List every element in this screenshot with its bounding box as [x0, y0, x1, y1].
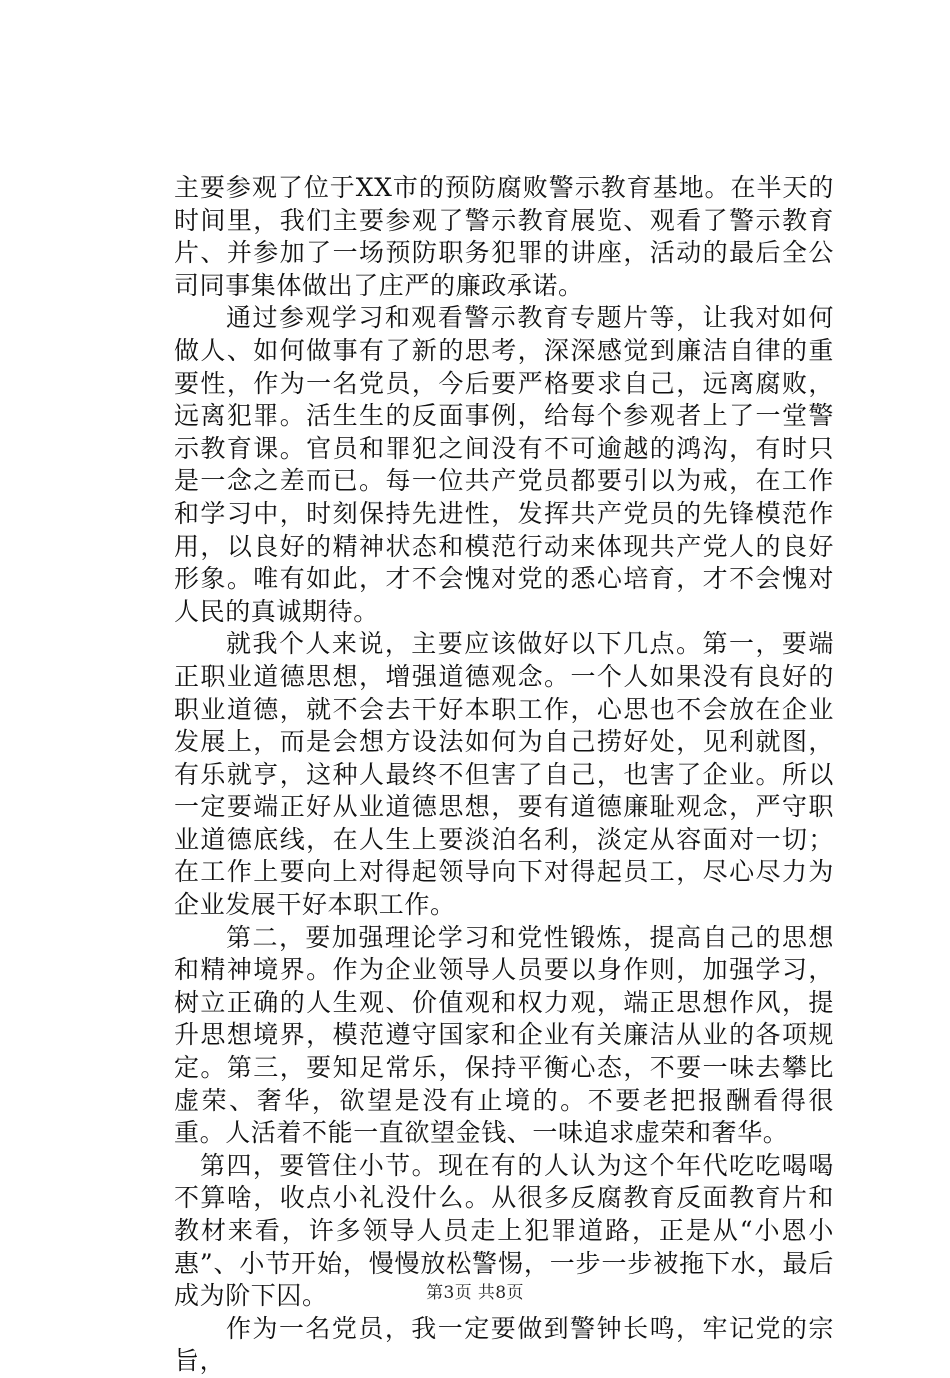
paragraph-2: 通过参观学习和观看警示教育专题片等，让我对如何做人、如何做事有了新的思考，深深感觉到廉洁自律的重要性，作为一名党员，今后要严格要求自己，远离腐败，远离犯罪。活生生的反面事例，给每个参观者上了一堂警示教育课。官员和罪犯之间没有不可逾越的鸿沟，有时只是一念之差而已。每一位共产党员都要引以为戒，在工作和学习中，时刻保持先进性，发挥共产党员的先锋模范作用，以良好的精神状态和模范行动来体现共产党人的良好形象。唯有如此，才不会愧对党的悉心培育，才不会愧对人民的真诚期待。 [174, 303, 834, 626]
paragraph-4: 第二，要加强理论学习和党性锻炼，提高自己的思想和精神境界。作为企业领导人员要以身作则，加强学习，树立正确的人生观、价值观和权力观，端正思想作风，提升思想境界，模范遵守国家和企业有关廉洁从业的各项规定。第三，要知足常乐，保持平衡心态，不要一味去攀比虚荣、奢华，欲望是没有止境的。不要老把报酬看得很重。人活着不能一直欲望金钱、一味追求虚荣和奢华。 [174, 922, 834, 1148]
paragraph-3: 就我个人来说，主要应该做好以下几点。第一，要端正职业道德思想，增强道德观念。一个人如果没有良好的职业道德，就不会去干好本职工作，心思也不会放在企业发展上，而是会想方设法如何为自己捞好处，见利就图，有乐就亨，这种人最终不但害了自己，也害了企业。所以一定要端正好从业道德思想，要有道德廉耻观念，严守职业道德底线，在人生上要淡泊名利，淡定从容面对一切；在工作上要向上对得起领导向下对得起员工，尽心尽力为企业发展干好本职工作。 [174, 629, 834, 920]
page-footer [0, 1278, 950, 1303]
body-text [174, 172, 834, 1378]
page-number: 第3页 共8页 [426, 1283, 524, 1303]
paragraph-1: 主要参观了位于XX市的预防腐败警示教育基地。在半天的时间里，我们主要参观了警示教育展览、观看了警示教育片、并参加了一场预防职务犯罪的讲座，活动的最后全公司同事集体做出了庄严的廉政承诺。 [174, 173, 834, 300]
paragraph-5: 第四，要管住小节。现在有的人认为这个年代吃吃喝喝不算啥，收点小礼没什么。从很多反腐教育反面教育片和教材来看，许多领导人员走上犯罪道路，正是从“小恩小惠”、小节开始，慢慢放松警惕，一步一步被拖下水，最后成为阶下囚。 [174, 1150, 834, 1311]
paragraph-6: 作为一名党员，我一定要做到警钟长鸣，牢记党的宗旨， [174, 1313, 834, 1376]
